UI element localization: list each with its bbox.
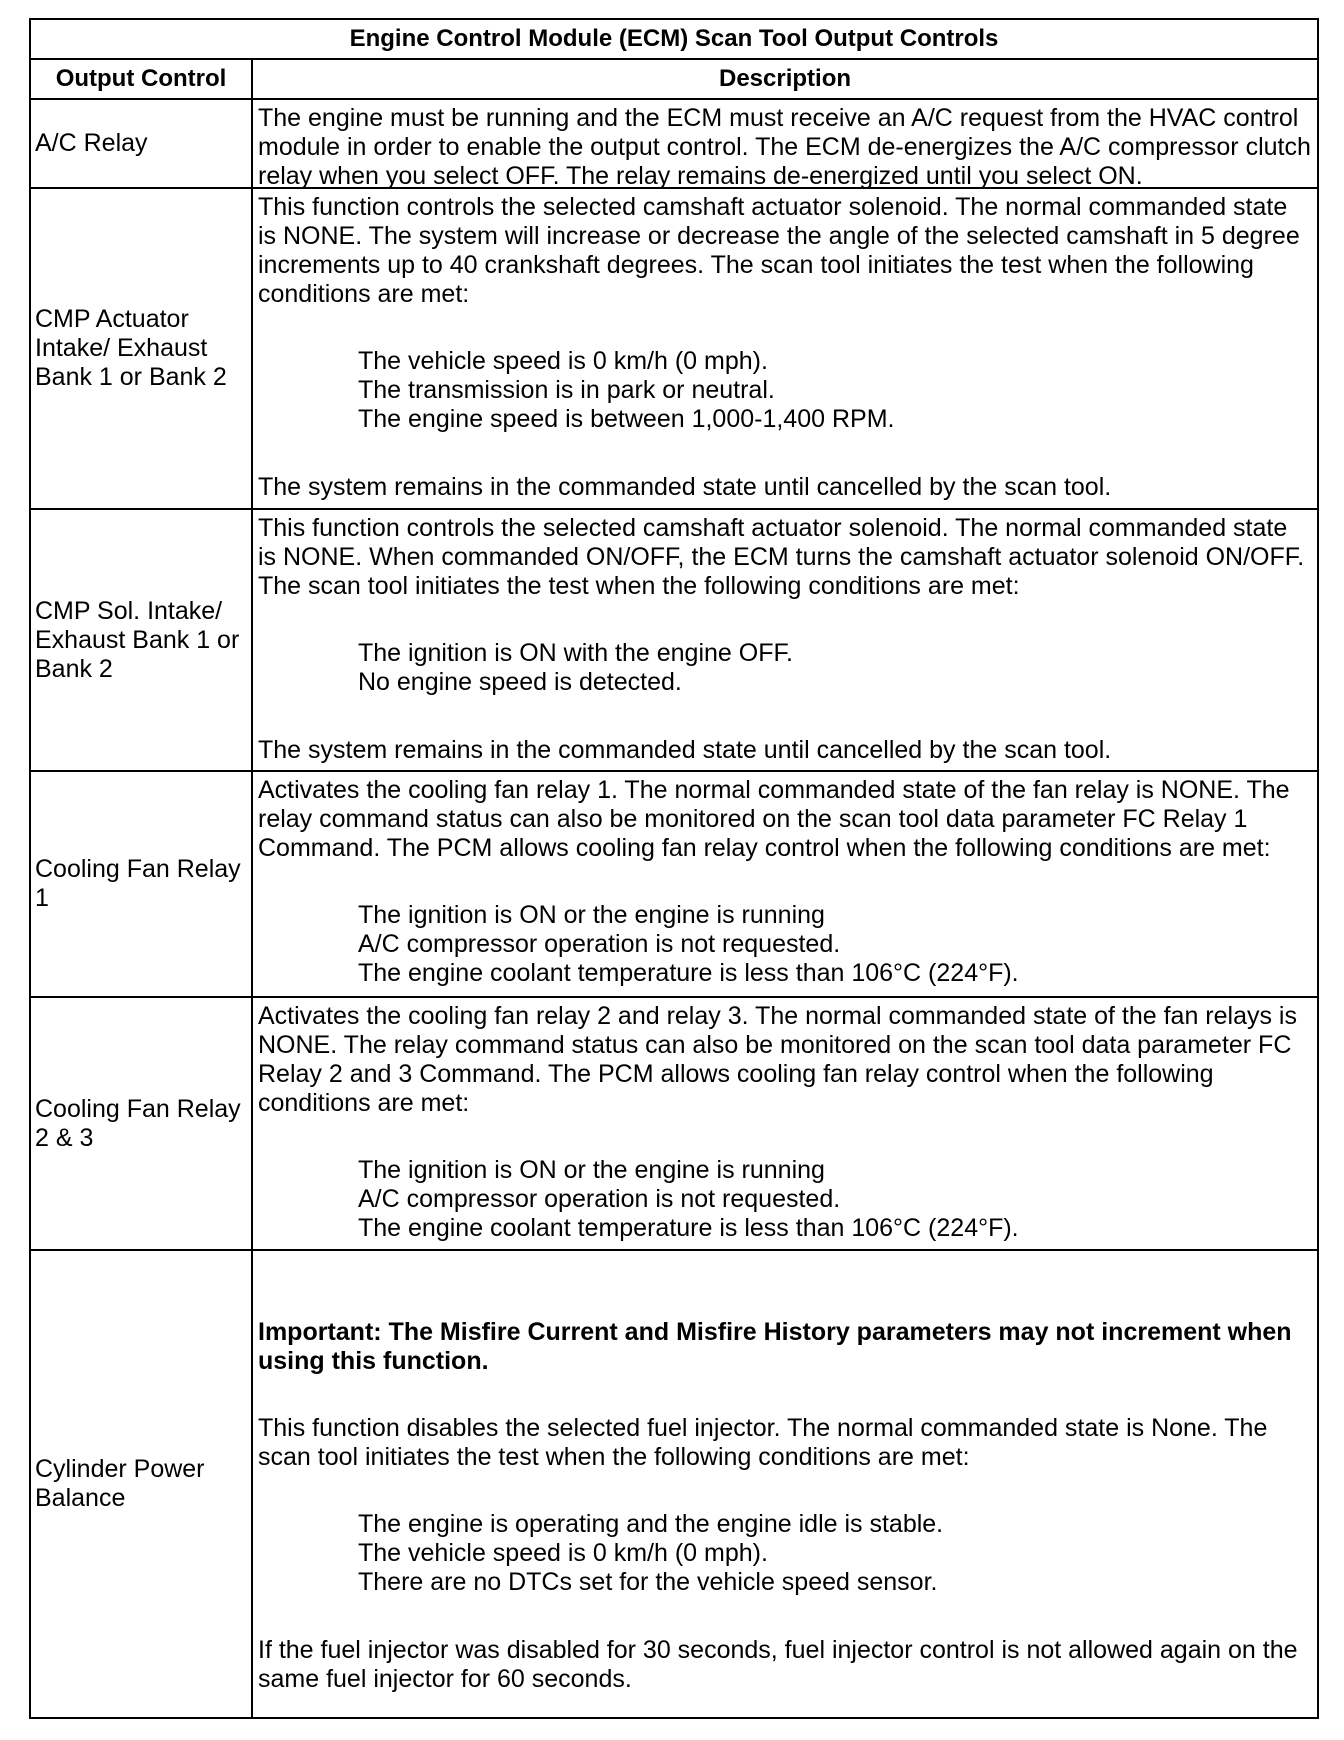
table-row (31, 189, 1317, 510)
output-control-cell: Cylinder Power Balance (31, 1251, 253, 1717)
description-intro: This function disables the selected fuel injector. The normal commanded state is None. The scan tool initiates the test when the following conditions are met: (258, 1414, 1268, 1471)
list-item: The transmission is in park or neutral. (358, 376, 775, 404)
description-cell (253, 100, 1317, 190)
table-row (31, 510, 1317, 772)
conditions-list (258, 901, 1311, 988)
description-cell (253, 1251, 1317, 1717)
list-item: The engine coolant temperature is less than 106°C (224°F). (358, 1214, 1019, 1242)
description-intro: This function controls the selected camshaft actuator solenoid. The normal commanded state is NONE. The system will increase or decrease the angle of the selected camshaft in 5 degree increments up to 40 crankshaft degrees. The scan tool initiates the test when the following conditions are met: (258, 193, 1300, 308)
output-control-cell: Cooling Fan Relay 2 & 3 (31, 998, 253, 1249)
conditions-list (258, 1510, 1311, 1597)
list-item: The engine coolant temperature is less than 106°C (224°F). (358, 959, 1019, 987)
table-title: Engine Control Module (ECM) Scan Tool Output Controls (31, 20, 1317, 60)
list-item: The vehicle speed is 0 km/h (0 mph). (358, 347, 768, 375)
output-control-cell: CMP Sol. Intake/ Exhaust Bank 1 or Bank 2 (31, 510, 253, 770)
list-item: The vehicle speed is 0 km/h (0 mph). (358, 1539, 768, 1567)
table-row (31, 100, 1317, 189)
conditions-list (258, 347, 1311, 434)
output-control-cell: A/C Relay (31, 100, 253, 187)
list-item: The engine speed is between 1,000-1,400 RPM. (358, 405, 895, 433)
header-row (31, 60, 1317, 100)
conditions-list (258, 1156, 1311, 1243)
table-row (31, 1251, 1317, 1717)
list-item: A/C compressor operation is not requested. (358, 930, 841, 958)
description-cell (253, 189, 1317, 508)
description-intro: This function controls the selected camshaft actuator solenoid. The normal commanded state is NONE. When commanded ON/OFF, the ECM turns the camshaft actuator solenoid ON/OFF. The scan tool initiates the test when the following conditions are met: (258, 514, 1305, 600)
list-item: There are no DTCs set for the vehicle speed sensor. (358, 1568, 938, 1596)
description-cell (253, 510, 1317, 770)
output-control-cell: Cooling Fan Relay 1 (31, 772, 253, 996)
description-outro: The system remains in the commanded state until cancelled by the scan tool. (258, 473, 1112, 501)
description-intro: Activates the cooling fan relay 2 and relay 3. The normal commanded state of the fan relays is NONE. The relay command status can also be monitored on the scan tool data parameter FC Relay 2 and 3 Command. The PCM allows cooling fan relay control when the following conditions are met: (258, 1002, 1297, 1117)
conditions-list (258, 639, 1311, 697)
list-item: The engine is operating and the engine idle is stable. (358, 1510, 944, 1538)
list-item: No engine speed is detected. (358, 668, 682, 696)
header-description: Description (718, 65, 852, 92)
important-note: Important: The Misfire Current and Misfire History parameters may not increment when using this function. (258, 1318, 1292, 1375)
description-cell (253, 772, 1317, 996)
list-item: A/C compressor operation is not requested. (358, 1185, 841, 1213)
list-item: The ignition is ON with the engine OFF. (358, 639, 793, 667)
list-item: The ignition is ON or the engine is running (358, 901, 825, 929)
description-outro: If the fuel injector was disabled for 30 seconds, fuel injector control is not allowed again on the same fuel injector for 60 seconds. (258, 1636, 1298, 1693)
output-control-cell: CMP Actuator Intake/ Exhaust Bank 1 or Bank 2 (31, 189, 253, 508)
table-row (31, 998, 1317, 1251)
description-cell (253, 998, 1317, 1249)
output-controls-table (29, 18, 1319, 1719)
list-item: The ignition is ON or the engine is running (358, 1156, 825, 1184)
header-output-control: Output Control (31, 60, 253, 98)
table-row (31, 772, 1317, 998)
description-intro: The engine must be running and the ECM must receive an A/C request from the HVAC control module in order to enable the output control. The ECM de-energizes the A/C compressor clutch relay when you select OFF. The relay remains de-energized until you select ON. (258, 104, 1311, 190)
description-outro: The system remains in the commanded state until cancelled by the scan tool. (258, 736, 1112, 764)
description-intro: Activates the cooling fan relay 1. The normal commanded state of the fan relay is NONE. The relay command status can also be monitored on the scan tool data parameter FC Relay 1 Command. The PCM allows cooling fan relay control when the following conditions are met: (258, 776, 1290, 862)
